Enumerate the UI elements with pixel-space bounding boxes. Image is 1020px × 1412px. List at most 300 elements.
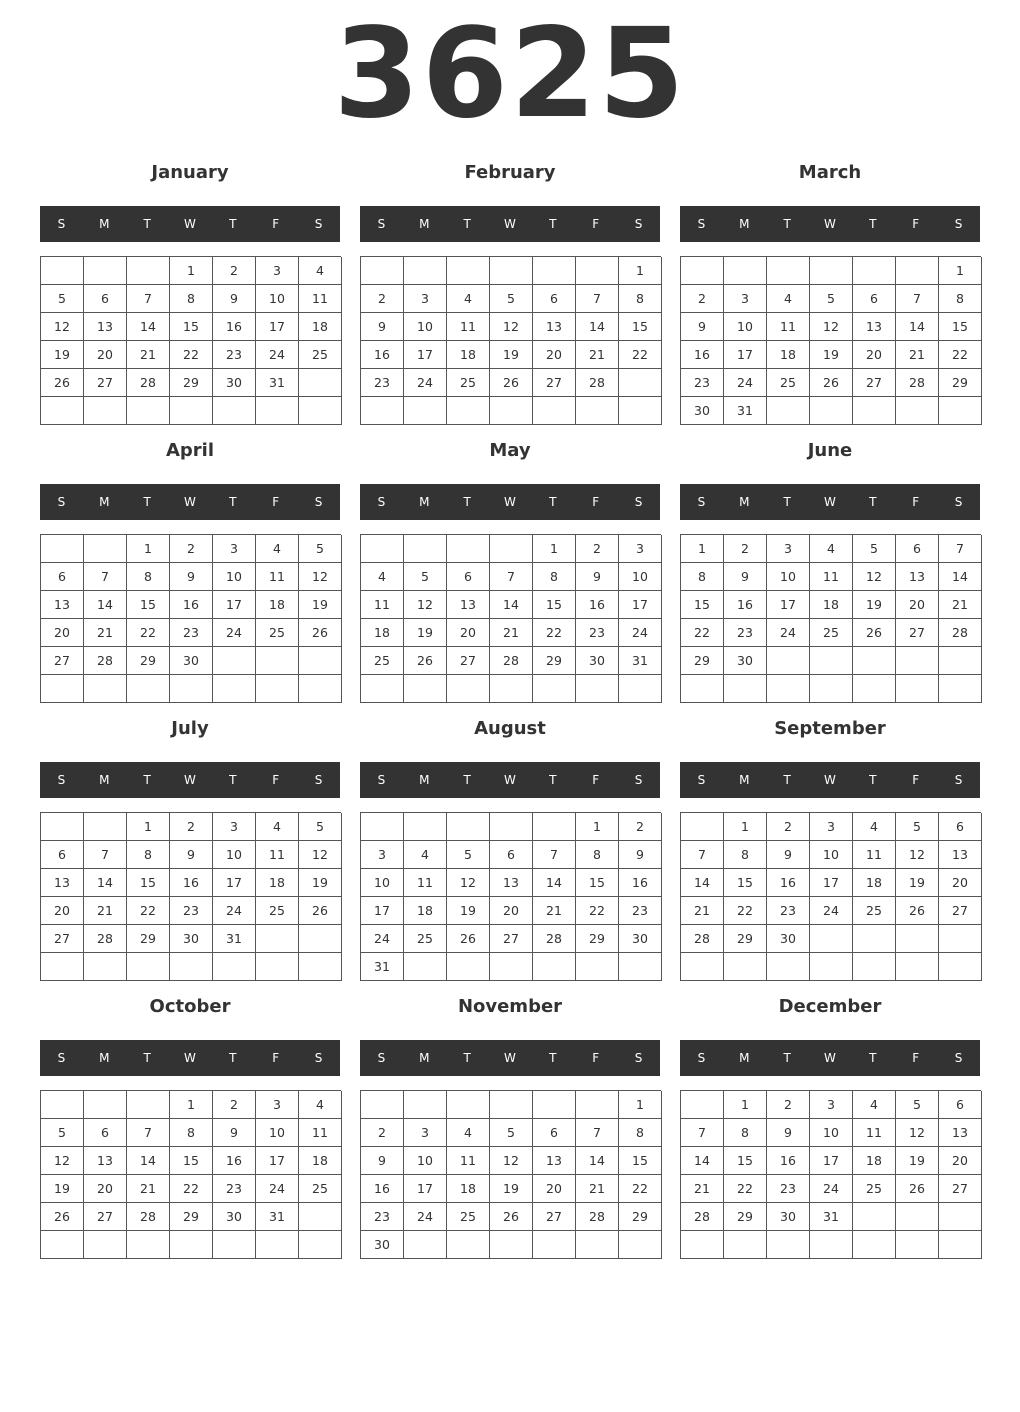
day-cell: 26 [299, 619, 342, 647]
empty-day-cell [404, 675, 447, 703]
day-cell: 13 [41, 591, 84, 619]
day-cell: 11 [447, 313, 490, 341]
day-cell: 22 [681, 619, 724, 647]
empty-day-cell [724, 257, 767, 285]
day-cell: 21 [681, 1175, 724, 1203]
weekday-header [40, 1040, 340, 1076]
day-grid [40, 256, 341, 425]
weekday-label: F [592, 495, 600, 509]
day-cell: 24 [361, 925, 404, 953]
day-cell: 22 [724, 1175, 767, 1203]
day-cell: 13 [533, 313, 576, 341]
empty-day-cell [533, 397, 576, 425]
day-cell: 1 [127, 535, 170, 563]
day-cell: 29 [619, 1203, 662, 1231]
empty-day-cell [361, 535, 404, 563]
day-cell: 25 [767, 369, 810, 397]
day-cell: 23 [681, 369, 724, 397]
empty-day-cell [127, 1091, 170, 1119]
day-cell: 23 [767, 1175, 810, 1203]
day-cell: 27 [490, 925, 533, 953]
day-cell: 14 [127, 1147, 170, 1175]
weekday-label: S [634, 773, 643, 787]
empty-day-cell [810, 1231, 853, 1259]
day-cell: 15 [127, 869, 170, 897]
empty-day-cell [576, 953, 619, 981]
day-cell: 20 [84, 341, 127, 369]
day-cell: 1 [619, 257, 662, 285]
day-cell: 8 [170, 285, 213, 313]
empty-day-cell [256, 397, 299, 425]
day-cell: 5 [41, 285, 84, 313]
month-name: March [798, 162, 862, 183]
weekday-label: T [463, 495, 471, 509]
day-cell: 9 [170, 563, 213, 591]
day-cell: 2 [361, 285, 404, 313]
day-cell: 28 [127, 369, 170, 397]
day-cell: 20 [853, 341, 896, 369]
empty-day-cell [84, 813, 127, 841]
empty-day-cell [256, 647, 299, 675]
day-cell: 29 [576, 925, 619, 953]
empty-day-cell [41, 953, 84, 981]
weekday-label: S [377, 1051, 386, 1065]
weekday-label: T [549, 1051, 557, 1065]
day-cell: 9 [681, 313, 724, 341]
day-cell: 14 [681, 1147, 724, 1175]
day-cell: 10 [810, 1119, 853, 1147]
empty-day-cell [213, 675, 256, 703]
day-cell: 18 [256, 869, 299, 897]
empty-day-cell [681, 953, 724, 981]
day-cell: 13 [84, 1147, 127, 1175]
empty-day-cell [447, 257, 490, 285]
weekday-header [680, 762, 980, 798]
day-cell: 16 [619, 869, 662, 897]
day-cell: 11 [447, 1147, 490, 1175]
day-cell: 31 [256, 369, 299, 397]
day-cell: 6 [939, 1091, 982, 1119]
day-cell: 24 [404, 1203, 447, 1231]
empty-day-cell [404, 397, 447, 425]
empty-day-cell [213, 1231, 256, 1259]
day-cell: 10 [767, 563, 810, 591]
weekday-label: S [954, 1051, 963, 1065]
day-cell: 7 [681, 841, 724, 869]
day-cell: 6 [84, 1119, 127, 1147]
day-cell: 13 [853, 313, 896, 341]
day-cell: 28 [896, 369, 939, 397]
empty-day-cell [84, 257, 127, 285]
day-cell: 14 [490, 591, 533, 619]
empty-day-cell [767, 675, 810, 703]
empty-day-cell [490, 813, 533, 841]
day-cell: 1 [533, 535, 576, 563]
empty-day-cell [533, 257, 576, 285]
empty-day-cell [767, 953, 810, 981]
day-cell: 14 [84, 869, 127, 897]
weekday-header [360, 206, 660, 242]
day-cell: 22 [576, 897, 619, 925]
weekday-label: S [57, 217, 66, 231]
day-cell: 28 [533, 925, 576, 953]
weekday-label: M [739, 773, 750, 787]
day-cell: 28 [127, 1203, 170, 1231]
day-cell: 17 [361, 897, 404, 925]
day-cell: 16 [767, 869, 810, 897]
weekday-label: W [504, 773, 516, 787]
day-cell: 17 [256, 1147, 299, 1175]
weekday-label: T [229, 773, 237, 787]
empty-day-cell [490, 535, 533, 563]
weekday-label: W [184, 217, 196, 231]
day-cell: 6 [939, 813, 982, 841]
empty-day-cell [41, 257, 84, 285]
day-cell: 14 [681, 869, 724, 897]
empty-day-cell [533, 675, 576, 703]
day-cell: 16 [170, 869, 213, 897]
day-cell: 16 [681, 341, 724, 369]
empty-day-cell [404, 535, 447, 563]
day-cell: 4 [810, 535, 853, 563]
empty-day-cell [170, 953, 213, 981]
day-cell: 12 [41, 313, 84, 341]
day-cell: 12 [41, 1147, 84, 1175]
weekday-label: W [184, 773, 196, 787]
day-cell: 8 [127, 841, 170, 869]
empty-day-cell [533, 1091, 576, 1119]
day-cell: 6 [41, 841, 84, 869]
empty-day-cell [213, 647, 256, 675]
day-cell: 26 [896, 897, 939, 925]
day-cell: 18 [404, 897, 447, 925]
empty-day-cell [170, 397, 213, 425]
empty-day-cell [576, 257, 619, 285]
weekday-label: T [463, 217, 471, 231]
weekday-label: S [57, 773, 66, 787]
day-cell: 4 [299, 257, 342, 285]
day-cell: 15 [681, 591, 724, 619]
day-cell: 5 [404, 563, 447, 591]
weekday-label: T [229, 217, 237, 231]
weekday-label: W [504, 217, 516, 231]
day-cell: 8 [619, 285, 662, 313]
day-cell: 6 [447, 563, 490, 591]
weekday-label: T [549, 773, 557, 787]
day-cell: 23 [170, 619, 213, 647]
day-cell: 18 [447, 1175, 490, 1203]
day-cell: 25 [853, 1175, 896, 1203]
empty-day-cell [939, 397, 982, 425]
day-grid [360, 534, 661, 703]
weekday-label: F [912, 217, 920, 231]
day-cell: 24 [213, 897, 256, 925]
day-cell: 24 [810, 1175, 853, 1203]
day-cell: 16 [576, 591, 619, 619]
day-cell: 17 [724, 341, 767, 369]
day-cell: 3 [361, 841, 404, 869]
day-cell: 22 [533, 619, 576, 647]
day-cell: 17 [256, 313, 299, 341]
empty-day-cell [853, 1231, 896, 1259]
day-cell: 21 [127, 1175, 170, 1203]
day-cell: 3 [256, 1091, 299, 1119]
day-cell: 6 [490, 841, 533, 869]
day-cell: 1 [170, 1091, 213, 1119]
empty-day-cell [619, 397, 662, 425]
day-cell: 17 [213, 591, 256, 619]
day-cell: 2 [724, 535, 767, 563]
day-cell: 25 [256, 897, 299, 925]
weekday-header [680, 1040, 980, 1076]
day-cell: 24 [256, 1175, 299, 1203]
day-grid [360, 812, 661, 981]
weekday-label: S [377, 773, 386, 787]
day-cell: 22 [127, 897, 170, 925]
day-cell: 17 [213, 869, 256, 897]
day-cell: 20 [447, 619, 490, 647]
day-cell: 15 [533, 591, 576, 619]
day-cell: 8 [170, 1119, 213, 1147]
day-cell: 15 [619, 313, 662, 341]
empty-day-cell [84, 1091, 127, 1119]
weekday-label: W [184, 495, 196, 509]
day-cell: 20 [41, 619, 84, 647]
day-cell: 20 [939, 1147, 982, 1175]
day-cell: 4 [447, 1119, 490, 1147]
day-cell: 28 [576, 369, 619, 397]
empty-day-cell [41, 1231, 84, 1259]
empty-day-cell [853, 675, 896, 703]
day-cell: 29 [724, 1203, 767, 1231]
empty-day-cell [256, 1231, 299, 1259]
empty-day-cell [896, 397, 939, 425]
day-cell: 7 [127, 1119, 170, 1147]
day-cell: 17 [404, 1175, 447, 1203]
day-cell: 26 [490, 1203, 533, 1231]
day-cell: 18 [810, 591, 853, 619]
day-cell: 1 [724, 1091, 767, 1119]
weekday-label: T [869, 217, 877, 231]
weekday-label: T [463, 773, 471, 787]
day-cell: 7 [490, 563, 533, 591]
empty-day-cell [41, 397, 84, 425]
empty-day-cell [810, 647, 853, 675]
day-cell: 7 [576, 285, 619, 313]
day-cell: 5 [896, 1091, 939, 1119]
month-name: October [149, 996, 231, 1017]
day-cell: 10 [724, 313, 767, 341]
empty-day-cell [84, 675, 127, 703]
day-cell: 31 [724, 397, 767, 425]
day-cell: 3 [213, 535, 256, 563]
day-cell: 7 [681, 1119, 724, 1147]
empty-day-cell [681, 257, 724, 285]
day-cell: 23 [361, 369, 404, 397]
day-cell: 18 [853, 1147, 896, 1175]
weekday-label: F [912, 1051, 920, 1065]
weekday-label: S [57, 1051, 66, 1065]
day-cell: 3 [767, 535, 810, 563]
day-cell: 29 [170, 1203, 213, 1231]
day-cell: 23 [767, 897, 810, 925]
weekday-label: T [143, 217, 151, 231]
weekday-header [40, 206, 340, 242]
day-cell: 19 [447, 897, 490, 925]
empty-day-cell [939, 647, 982, 675]
weekday-label: T [229, 495, 237, 509]
empty-day-cell [490, 257, 533, 285]
day-cell: 11 [810, 563, 853, 591]
day-cell: 13 [939, 841, 982, 869]
day-cell: 7 [896, 285, 939, 313]
empty-day-cell [41, 535, 84, 563]
day-cell: 12 [490, 1147, 533, 1175]
empty-day-cell [404, 1231, 447, 1259]
day-cell: 20 [896, 591, 939, 619]
day-cell: 12 [853, 563, 896, 591]
empty-day-cell [404, 257, 447, 285]
empty-day-cell [533, 813, 576, 841]
day-cell: 2 [681, 285, 724, 313]
empty-day-cell [681, 1091, 724, 1119]
day-cell: 14 [939, 563, 982, 591]
day-cell: 7 [533, 841, 576, 869]
weekday-label: S [954, 773, 963, 787]
empty-day-cell [533, 1231, 576, 1259]
empty-day-cell [724, 953, 767, 981]
weekday-header [360, 484, 660, 520]
day-cell: 17 [404, 341, 447, 369]
day-cell: 9 [576, 563, 619, 591]
day-cell: 5 [810, 285, 853, 313]
day-cell: 4 [404, 841, 447, 869]
empty-day-cell [84, 535, 127, 563]
day-cell: 22 [939, 341, 982, 369]
empty-day-cell [404, 953, 447, 981]
weekday-label: T [783, 495, 791, 509]
day-cell: 24 [810, 897, 853, 925]
day-cell: 20 [533, 341, 576, 369]
day-cell: 24 [767, 619, 810, 647]
day-cell: 10 [404, 313, 447, 341]
day-grid [40, 534, 341, 703]
day-cell: 28 [681, 1203, 724, 1231]
empty-day-cell [447, 813, 490, 841]
day-cell: 25 [299, 341, 342, 369]
day-cell: 5 [41, 1119, 84, 1147]
empty-day-cell [299, 675, 342, 703]
day-cell: 23 [576, 619, 619, 647]
day-cell: 9 [213, 285, 256, 313]
day-cell: 10 [213, 563, 256, 591]
empty-day-cell [256, 675, 299, 703]
empty-day-cell [810, 675, 853, 703]
weekday-label: M [99, 495, 110, 509]
day-cell: 27 [853, 369, 896, 397]
day-cell: 16 [170, 591, 213, 619]
day-cell: 2 [361, 1119, 404, 1147]
day-cell: 15 [724, 1147, 767, 1175]
empty-day-cell [361, 675, 404, 703]
day-cell: 23 [361, 1203, 404, 1231]
day-cell: 9 [361, 1147, 404, 1175]
day-cell: 30 [170, 925, 213, 953]
day-cell: 6 [533, 1119, 576, 1147]
day-cell: 26 [490, 369, 533, 397]
day-cell: 13 [447, 591, 490, 619]
day-cell: 12 [404, 591, 447, 619]
day-cell: 23 [213, 341, 256, 369]
day-cell: 27 [939, 1175, 982, 1203]
day-cell: 10 [619, 563, 662, 591]
empty-day-cell [299, 647, 342, 675]
day-grid [680, 534, 981, 703]
weekday-header [360, 1040, 660, 1076]
empty-day-cell [127, 675, 170, 703]
day-cell: 30 [213, 1203, 256, 1231]
day-cell: 19 [41, 341, 84, 369]
empty-day-cell [896, 953, 939, 981]
empty-day-cell [127, 257, 170, 285]
day-cell: 15 [127, 591, 170, 619]
month-name: December [778, 996, 882, 1017]
empty-day-cell [853, 925, 896, 953]
day-cell: 2 [170, 535, 213, 563]
day-cell: 2 [213, 1091, 256, 1119]
day-cell: 23 [619, 897, 662, 925]
weekday-label: T [463, 1051, 471, 1065]
day-cell: 18 [767, 341, 810, 369]
day-cell: 2 [213, 257, 256, 285]
weekday-label: T [783, 1051, 791, 1065]
day-cell: 29 [533, 647, 576, 675]
day-cell: 1 [127, 813, 170, 841]
weekday-label: M [99, 1051, 110, 1065]
empty-day-cell [447, 397, 490, 425]
weekday-label: F [912, 773, 920, 787]
empty-day-cell [939, 675, 982, 703]
weekday-label: F [272, 217, 280, 231]
day-cell: 8 [576, 841, 619, 869]
month-name: September [774, 718, 886, 739]
day-cell: 2 [767, 813, 810, 841]
day-cell: 10 [256, 285, 299, 313]
weekday-label: M [99, 217, 110, 231]
empty-day-cell [447, 535, 490, 563]
empty-day-cell [576, 1231, 619, 1259]
day-cell: 15 [170, 313, 213, 341]
empty-day-cell [361, 257, 404, 285]
day-cell: 31 [361, 953, 404, 981]
day-cell: 10 [810, 841, 853, 869]
empty-day-cell [533, 953, 576, 981]
weekday-label: S [634, 217, 643, 231]
day-cell: 3 [810, 1091, 853, 1119]
weekday-header [40, 762, 340, 798]
day-cell: 28 [939, 619, 982, 647]
day-cell: 7 [84, 841, 127, 869]
day-cell: 6 [853, 285, 896, 313]
day-cell: 10 [361, 869, 404, 897]
day-cell: 10 [256, 1119, 299, 1147]
day-cell: 26 [447, 925, 490, 953]
weekday-label: T [143, 495, 151, 509]
day-cell: 30 [767, 1203, 810, 1231]
day-cell: 12 [447, 869, 490, 897]
day-cell: 25 [404, 925, 447, 953]
day-cell: 25 [447, 1203, 490, 1231]
